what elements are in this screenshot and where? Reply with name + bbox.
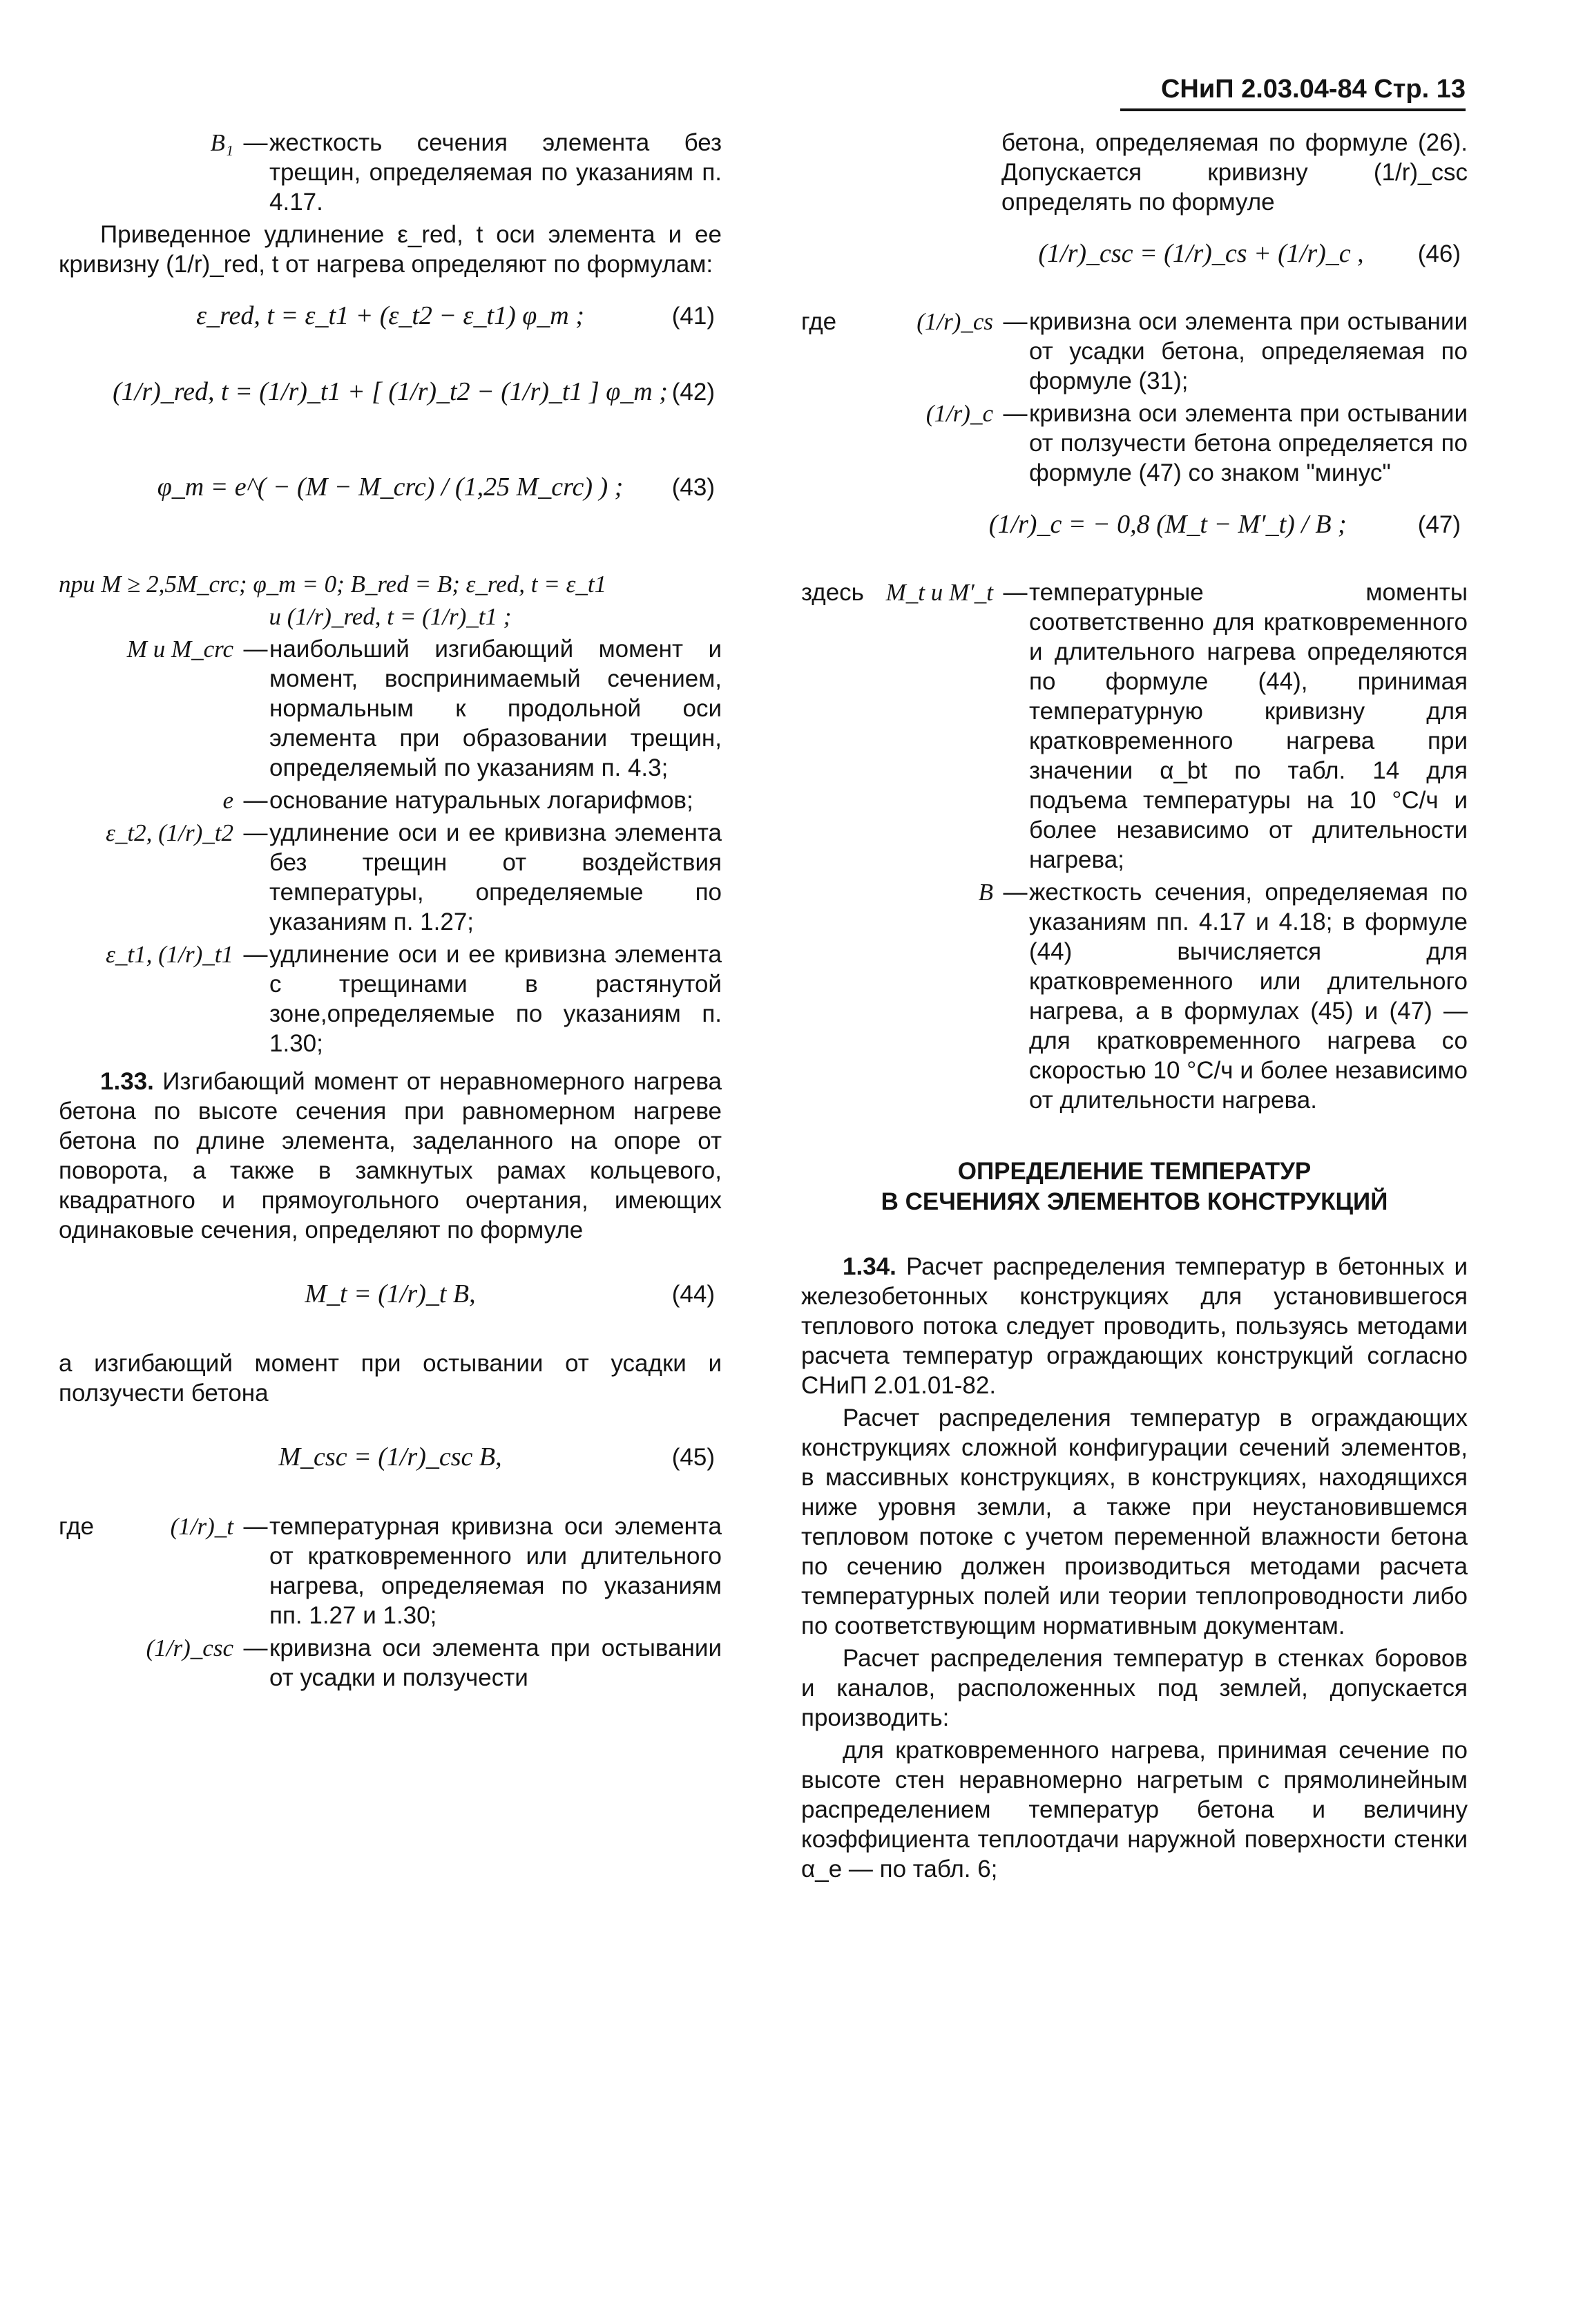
here-label: здесь xyxy=(801,579,864,606)
formula-expression: (1/r)_red, t = (1/r)_t1 + [ (1/r)_t2 − (1/r)_t1 ] φ_m ; xyxy=(113,377,668,406)
definition-symbol: B xyxy=(978,879,993,906)
definition-text: кривизна оси элемента при остывании от усадки бетона, определяемая по формуле (31); xyxy=(1029,308,1468,394)
paragraph: Расчет распределения температур в стенках боровов и каналов, расположенных под землей, допускается производить: xyxy=(801,1645,1468,1731)
definition-text: основание натуральных логарифмов; xyxy=(269,787,693,814)
left-column xyxy=(59,128,722,1695)
formula-number: (47) xyxy=(1417,511,1461,538)
heading-line-2: В СЕЧЕНИЯХ ЭЛЕМЕНТОВ КОНСТРУКЦИЙ xyxy=(881,1188,1388,1215)
definition-text: удлинение оси и ее кривизна элемента с трещинами в растянутой зоне,определяемые по указаниям п. 1.30; xyxy=(269,941,722,1057)
section-heading xyxy=(801,1156,1468,1217)
definition-text: температурная кривизна оси элемента от кратковременного или длительного нагрева, определяемая по указаниям пп. 1.27 и 1.30; xyxy=(269,1513,722,1629)
where-label: где xyxy=(801,308,837,335)
formula-45 xyxy=(59,1415,722,1505)
formula-number: (44) xyxy=(671,1281,715,1308)
definition-item: M_t и M′_t — температурные моменты соответственно для кратковременного и длительного нагрева определяются по формуле (44), принимая температурную кривизну для кратковременного нагрева при значении α_bt по табл. 14 для подъема температуры на 10 °С/ч и более независимо от длительности нагрева; xyxy=(801,578,1468,875)
definition-symbol: (1/r)_t xyxy=(170,1513,233,1540)
definition-item: M и M_crc — наибольший изгибающий момент и момент, воспринимаемый сечением, нормальным к продольной оси элемента при образовании трещин, определяемый по указаниям п. 4.3; xyxy=(59,634,722,783)
definition-text: жесткость сечения элемента без трещин, определяемая по указаниям п. 4.17. xyxy=(269,129,722,216)
formula-expression: φ_m = e^( − (M − M_crc) / (1,25 M_crc) ) ; xyxy=(157,473,624,502)
definition-item: e — основание натуральных логарифмов; xyxy=(59,785,722,815)
definition-b1: B₁ — жесткость сечения элемента без трещин, определяемая по указаниям п. 4.17. xyxy=(59,128,722,217)
paragraph: для кратковременного нагрева, принимая сечение по высоте стен неравномерно нагретым с прямолинейным распределением температур бетона и величину коэффициента теплоотдачи наружной поверхности стенки α_e — по табл. 6; xyxy=(801,1737,1468,1883)
formula-number: (43) xyxy=(671,474,715,501)
definition-text: удлинение оси и ее кривизна элемента без трещин от воздействия температуры, определяемые по указаниям п. 1.27; xyxy=(269,819,722,935)
paragraph: Приведенное удлинение ε_red, t оси элемента и ее кривизну (1/r)_red, t от нагрева определяют по формулам: xyxy=(59,221,722,278)
formula-expression: M_csc = (1/r)_csc B, xyxy=(278,1442,502,1471)
definition-text: температурные моменты соответственно для кратковременного и длительного нагрева определяются по формуле (44), принимая температурную кривизну для кратковременного нагрева при значении α_bt по табл. 14 для подъема температуры на 10 °С/ч и более независимо от длительности нагрева; xyxy=(1029,579,1468,873)
definition-symbol: ε_t2, (1/r)_t2 xyxy=(106,819,233,846)
formula-number: (45) xyxy=(671,1444,715,1471)
definition-text: жесткость сечения, определяемая по указаниям пп. 4.17 и 4.18; в формуле (44) вычисляется для кратковременного или длительного нагрева, а в формулах (45) и (47) — для кратковременного нагрева со скоростью 10 °С/ч и более независимо от длительности нагрева. xyxy=(1029,879,1468,1114)
definition-item: (1/r)_cs — кривизна оси элемента при остывании от усадки бетона, определяемая по формуле (31); xyxy=(801,307,1468,396)
definition-symbol: (1/r)_cs xyxy=(916,308,993,335)
here-block xyxy=(801,578,1468,1115)
definition-list xyxy=(59,1512,722,1693)
definition-text: кривизна оси элемента при остывании от усадки и ползучести xyxy=(269,1635,722,1691)
paragraph: Расчет распределения температур в ограждающих конструкциях сложной конфигурации сечений элементов, в массивных конструкциях, в конструкциях, находящихся ниже уровня земли, а также при неустановившемся тепловом потоке с учетом переменной влажности бетона по сечению должен производиться методами расчета температурных полей или теории теплопроводности либо по соответствующим нормативным документам. xyxy=(801,1404,1468,1639)
clause-number: 1.33. xyxy=(100,1068,154,1095)
definition-text: наибольший изгибающий момент и момент, воспринимаемый сечением, нормальным к продольной оси элемента при образовании трещин, определяемый по указаниям п. 4.3; xyxy=(269,636,722,781)
definition-symbol: (1/r)_csc xyxy=(146,1635,233,1661)
definition-symbol: (1/r)_c xyxy=(925,400,993,427)
definition-item: B — жесткость сечения, определяемая по указаниям пп. 4.17 и 4.18; в формуле (44) вычисляется для кратковременного или длительного нагрева, а в формулах (45) и (47) — для кратковременного нагрева со скоростью 10 °С/ч и более независимо от длительности нагрева. xyxy=(801,877,1468,1115)
definition-item: ε_t2, (1/r)_t2 — удлинение оси и ее кривизна элемента без трещин от воздействия температуры, определяемые по указаниям п. 1.27; xyxy=(59,818,722,937)
definition-list xyxy=(801,307,1468,488)
condition-line: при M ≥ 2,5M_crc; φ_m = 0; B_red = B; ε_red, t = ε_t1 xyxy=(59,571,607,598)
page-header: СНиП 2.03.04-84 Стр. 13 xyxy=(1120,75,1466,111)
definition-text: кривизна оси элемента при остывании от ползучести бетона определяется по формуле (47) со знаком "минус" xyxy=(1029,400,1468,486)
definition-item: ε_t1, (1/r)_t1 — удлинение оси и ее кривизна элемента с трещинами в растянутой зоне,определяемые по указаниям п. 1.30; xyxy=(59,940,722,1058)
formula-43 xyxy=(59,438,722,542)
where-block xyxy=(801,307,1468,488)
where-label: где xyxy=(59,1513,95,1540)
formula-46 xyxy=(801,224,1468,300)
right-column xyxy=(801,128,1468,1887)
definition-symbol: ε_t1, (1/r)_t1 xyxy=(106,941,233,968)
definition-list xyxy=(59,634,722,1058)
paragraph-1-33 xyxy=(59,1067,722,1245)
formula-47 xyxy=(801,495,1468,571)
formula-44 xyxy=(59,1252,722,1342)
heading-line-1: ОПРЕДЕЛЕНИЕ ТЕМПЕРАТУР xyxy=(957,1158,1312,1185)
definition-symbol: B₁ xyxy=(210,129,233,156)
formula-42 xyxy=(59,362,722,431)
definition-item: (1/r)_csc — кривизна оси элемента при остывании от усадки и ползучести xyxy=(59,1633,722,1693)
formula-number: (41) xyxy=(671,303,715,330)
formula-expression: ε_red, t = ε_t1 + (ε_t2 − ε_t1) φ_m ; xyxy=(196,301,584,330)
paragraph: а изгибающий момент при остывании от усадки и ползучести бетона xyxy=(59,1350,722,1407)
clause-text: Расчет распределения температур в бетонных и железобетонных конструкциях для установившегося теплового потока следует проводить, пользуясь методами расчета температур ограждающих конструкций согласно СНиП 2.01.01-82. xyxy=(801,1253,1468,1399)
clause-text: Изгибающий момент от неравномерного нагрева бетона по высоте сечения при равномерном нагреве бетона по длине элемента, заделанного на опоре от поворота, а также в замкнутых рамах кольцевого, квадратного и прямоугольного очертания, имеющих одинаковые сечения, определяют по формуле xyxy=(59,1068,722,1244)
clause-number: 1.34. xyxy=(843,1253,896,1280)
paragraph-1-34 xyxy=(801,1252,1468,1400)
formula-expression: (1/r)_c = − 0,8 (M_t − M′_t) / B ; xyxy=(988,510,1347,539)
definition-symbol: e xyxy=(222,787,233,814)
formula-expression: (1/r)_csc = (1/r)_cs + (1/r)_c , xyxy=(1038,239,1364,268)
definition-symbol: M_t и M′_t xyxy=(885,579,993,606)
continuation xyxy=(801,128,1468,217)
formula-number: (42) xyxy=(671,379,715,406)
condition-line: и (1/r)_red, t = (1/r)_t1 ; xyxy=(269,603,512,630)
definition-item: (1/r)_c — кривизна оси элемента при остывании от ползучести бетона определяется по формуле (47) со знаком "минус" xyxy=(801,399,1468,488)
definition-list xyxy=(801,578,1468,1115)
definition-symbol: M и M_crc xyxy=(126,636,233,663)
definition-item: (1/r)_t — температурная кривизна оси элемента от кратковременного или длительного нагрева, определяемая по указаниям пп. 1.27 и 1.30; xyxy=(59,1512,722,1630)
formula-41 xyxy=(59,286,722,355)
where-block xyxy=(59,1512,722,1693)
formula-number: (46) xyxy=(1417,240,1461,267)
continuation-text: бетона, определяемая по формуле (26). Допускается кривизну (1/r)_csc определять по формуле xyxy=(1001,129,1468,216)
formula-expression: M_t = (1/r)_t B, xyxy=(305,1279,476,1308)
